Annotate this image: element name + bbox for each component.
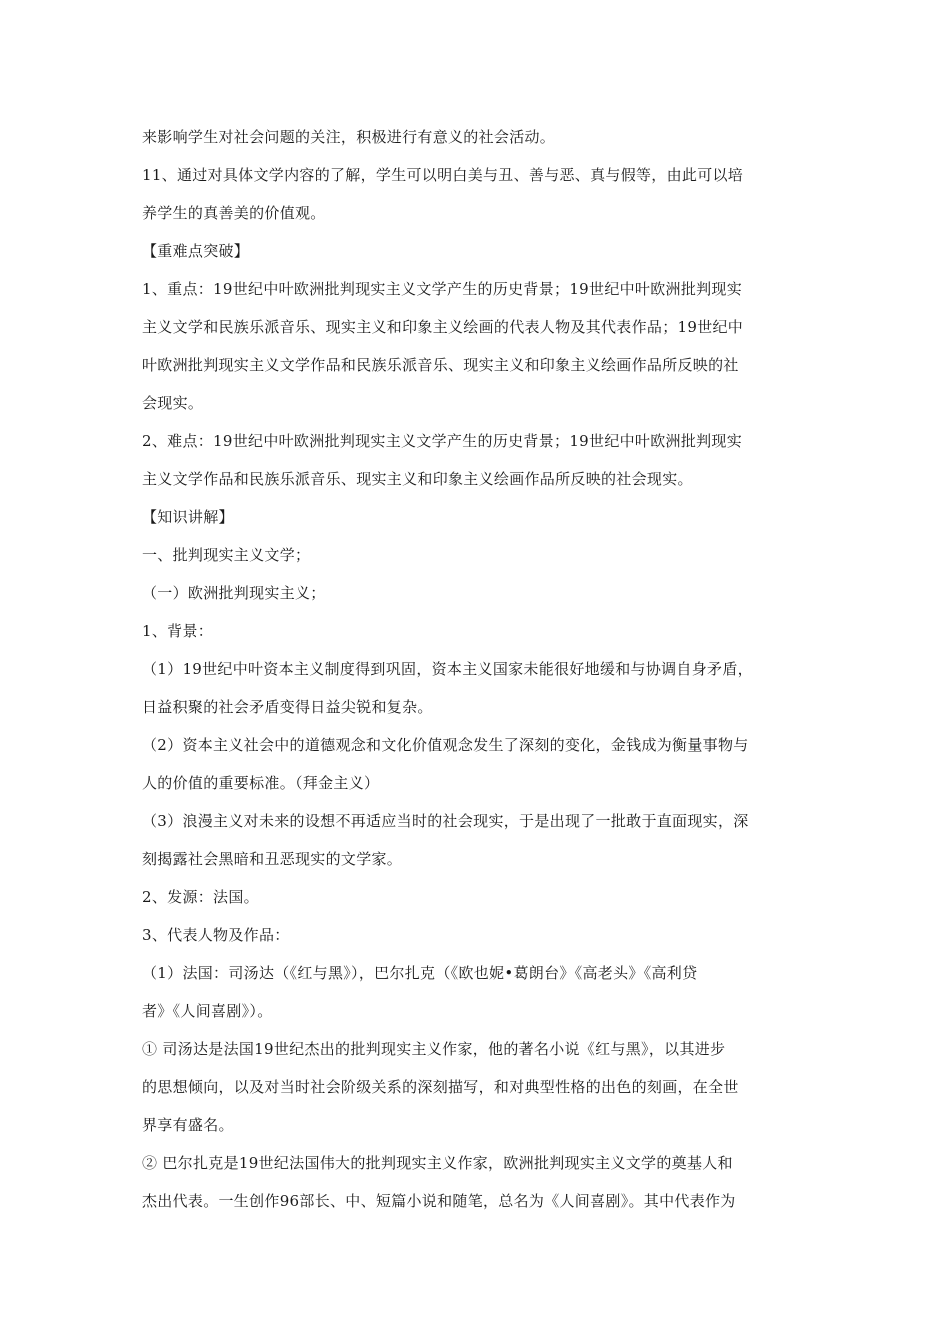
- text-line: 者》《人间喜剧》）。: [142, 1002, 273, 1020]
- text-line: 1、重点：19世纪中叶欧洲批判现实主义文学产生的历史背景；19世纪中叶欧洲批判现实: [142, 280, 743, 298]
- text-line: 1、背景：: [142, 622, 214, 640]
- text-line: 界享有盛名。: [142, 1116, 234, 1134]
- text-line: 11、通过对具体文学内容的了解，学生可以明白美与丑、善与恶、真与假等，由此可以培: [142, 166, 744, 184]
- text-line: 杰出代表。一生创作96部长、中、短篇小说和随笔，总名为《人间喜剧》。其中代表作为: [142, 1192, 736, 1210]
- text-line: ② 巴尔扎克是19世纪法国伟大的批判现实主义作家，欧洲批判现实主义文学的奠基人和: [142, 1154, 733, 1172]
- text-line: 一、批判现实主义文学；: [142, 546, 311, 564]
- text-line: （2）资本主义社会中的道德观念和文化价值观念发生了深刻的变化，金钱成为衡量事物与: [142, 736, 749, 754]
- text-line: 主义文学作品和民族乐派音乐、现实主义和印象主义绘画作品所反映的社会现实。: [142, 470, 693, 488]
- text-line: 的思想倾向，以及对当时社会阶级关系的深刻描写，和对典型性格的出色的刻画，在全世: [142, 1078, 739, 1096]
- text-line: 日益积聚的社会矛盾变得日益尖锐和复杂。: [142, 698, 433, 716]
- text-line: （1）19世纪中叶资本主义制度得到巩固，资本主义国家未能很好地缓和与协调自身矛盾，: [142, 660, 753, 678]
- text-line: （1）法国：司汤达（《红与黑》），巴尔扎克（《欧也妮•葛朗台》《高老头》《高利贷: [142, 964, 698, 982]
- section-heading: 【知识讲解】: [142, 508, 234, 526]
- text-line: 人的价值的重要标准。（拜金主义）: [142, 774, 380, 792]
- text-line: 叶欧洲批判现实主义文学作品和民族乐派音乐、现实主义和印象主义绘画作品所反映的社: [142, 356, 739, 374]
- text-line: 来影响学生对社会问题的关注，积极进行有意义的社会活动。: [142, 128, 556, 146]
- text-line: 会现实。: [142, 394, 204, 412]
- text-line: （3）浪漫主义对未来的设想不再适应当时的社会现实，于是出现了一批敢于直面现实，深: [142, 812, 749, 830]
- text-line: 刻揭露社会黑暗和丑恶现实的文学家。: [142, 850, 403, 868]
- text-line: 2、难点：19世纪中叶欧洲批判现实主义文学产生的历史背景；19世纪中叶欧洲批判现实: [142, 432, 743, 450]
- text-line: 2、发源：法国。: [142, 888, 259, 906]
- text-line: （一）欧洲批判现实主义；: [142, 584, 326, 602]
- text-line: ① 司汤达是法国19世纪杰出的批判现实主义作家，他的著名小说《红与黑》，以其进步: [142, 1040, 726, 1058]
- text-line: 3、代表人物及作品：: [142, 926, 290, 944]
- section-heading: 【重难点突破】: [142, 242, 250, 260]
- text-line: 主义文学和民族乐派音乐、现实主义和印象主义绘画的代表人物及其代表作品；19世纪中: [142, 318, 744, 336]
- document-body: [142, 118, 812, 1220]
- text-line: 养学生的真善美的价值观。: [142, 204, 326, 222]
